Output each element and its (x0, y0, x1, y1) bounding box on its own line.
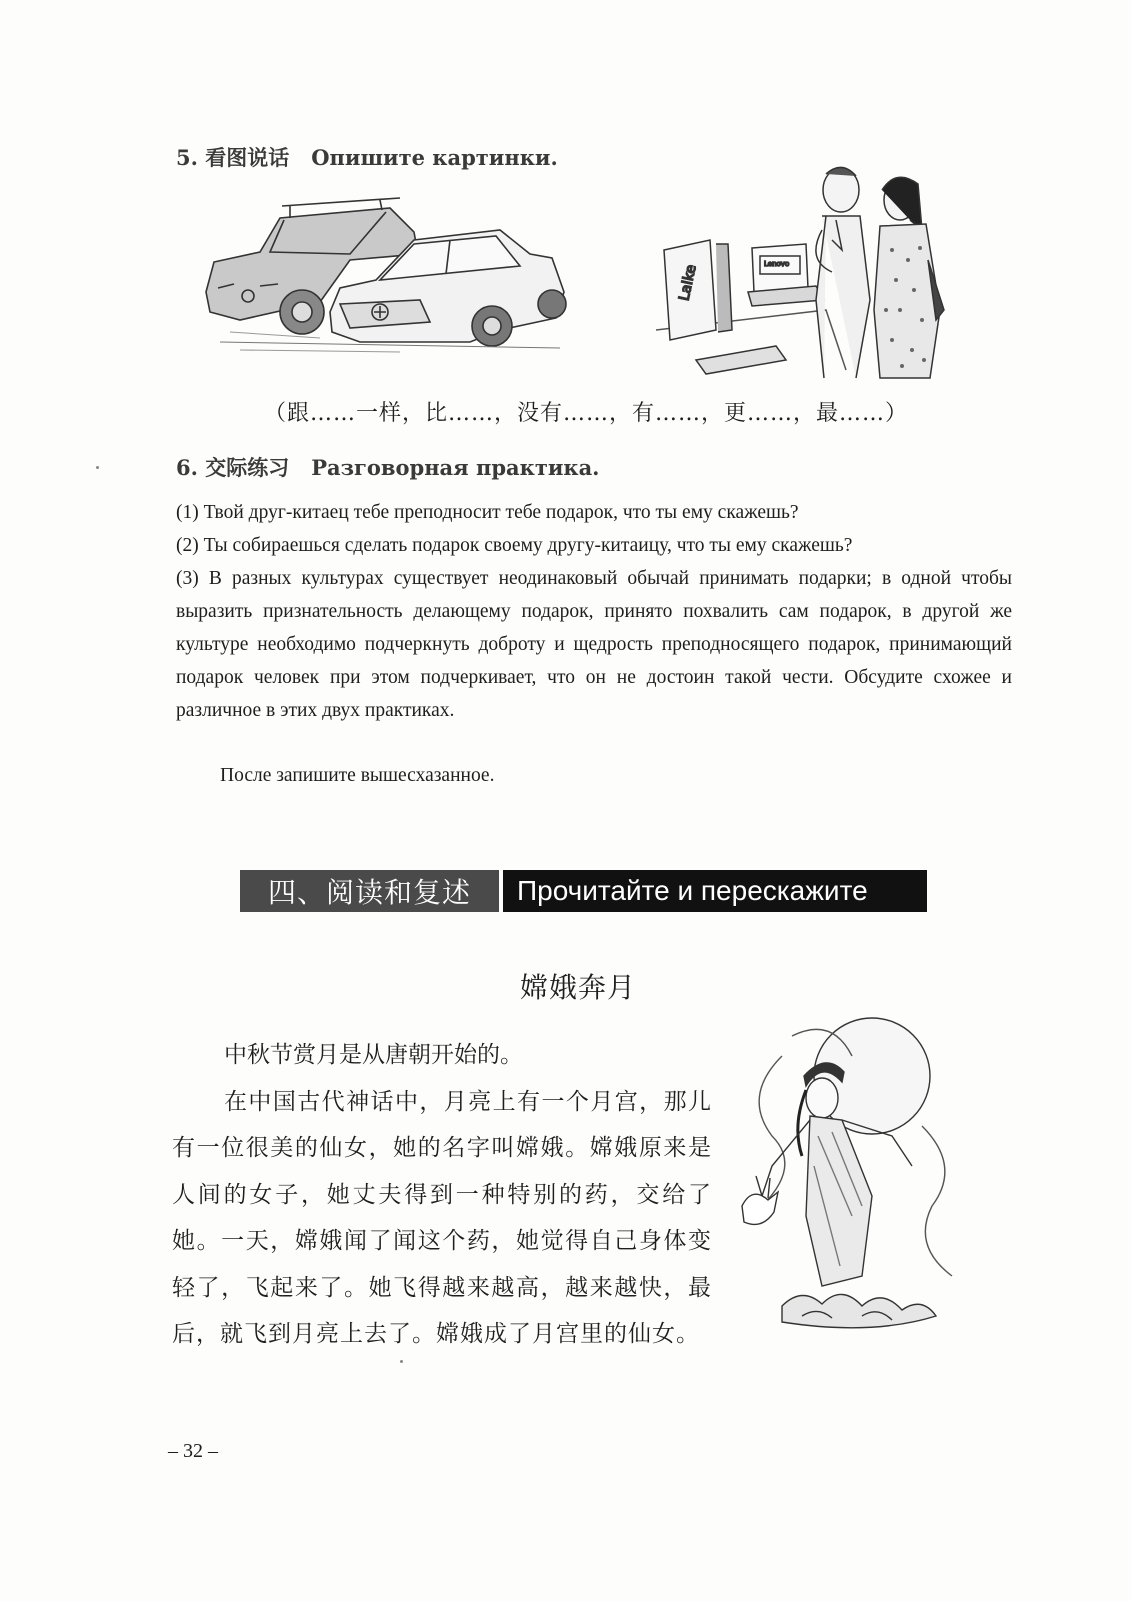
chang-e-flying-to-moon-drawing (722, 1016, 966, 1338)
people-at-computer-drawing (656, 160, 946, 380)
banner-ru-label: Прочитайте и перескажите (503, 870, 927, 912)
question-1: (1) Твой друг-китаец тебе преподносит тебе подарок, что ты ему скажешь? (176, 502, 799, 523)
story-paragraph-1: 中秋节赏月是从唐朝开始的。 (224, 1042, 523, 1068)
story-paragraph-2: 在中国古代神话中，月亮上有一个月宫，那儿有一位很美的仙女，她的名字叫嫦娥。嫦娥原来是人间的女子，她丈夫得到一种特别的药，交给了她。一天，嫦娥闻了闻这个药，她觉得自己身体变轻了，飞起来了。她飞得越来越高，越来越快，最后，就飞到月亮上去了。嫦娥成了月宫里的仙女。 (172, 1088, 712, 1347)
afterword-instruction: После запишите вышесхазанное. (220, 765, 495, 786)
story-title: 嫦娥奔月 (520, 971, 637, 1004)
story-body (172, 1032, 712, 1358)
laptop-screen-label: Lenovo (764, 260, 790, 268)
banner-cn-label: 四、阅读和复述 (240, 870, 499, 912)
monitor-label: Lalke (676, 263, 700, 303)
cars-drawing (200, 192, 572, 362)
section-6-title: Разговорная практика. (311, 455, 600, 480)
section-5-heading (176, 142, 558, 172)
scan-speck (96, 466, 99, 469)
section-6-heading (176, 452, 600, 482)
scan-speck (400, 1360, 403, 1363)
section-6-number: 6. 交际练习 (176, 455, 290, 480)
grammar-pattern-hint: （跟……一样，比……，没有……，有……，更……，最……） (264, 401, 909, 426)
section-5-title: Опишите картинки. (311, 145, 558, 170)
page-number: – 32 – (168, 1440, 218, 1462)
question-2: (2) Ты собираешься сделать подарок своему другу-китаицу, что ты ему скажешь? (176, 535, 853, 556)
section-5-number: 5. 看图说话 (176, 145, 290, 170)
question-3: (3) В разных культурах существует неодинаковый обычай принимать подарки; в одной чтобы выразить признательность делающему подарок, принято похвалить сам подарок, в другой же культуре необходимо подчеркнуть доброту и щедрость преподносящего подарок, принимающий подарок человек при этом подчеркивает, что он не достоин такой чести. Обсудите схожее и различное в этих двух практиках. (176, 568, 1012, 721)
section-4-banner (240, 870, 927, 912)
